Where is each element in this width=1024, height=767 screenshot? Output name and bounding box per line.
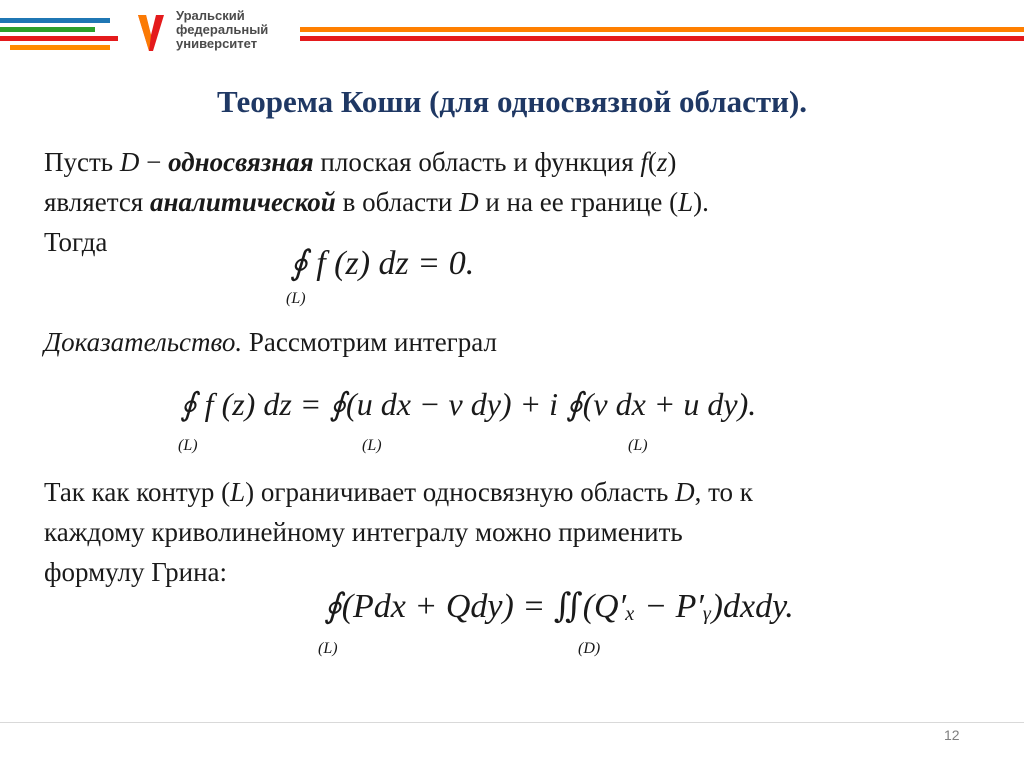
theorem-text: в области (335, 187, 460, 217)
green-line-2: каждому криволинейному интегралу можно применить (44, 517, 683, 547)
theorem-var-d: D (459, 187, 479, 217)
slide-title: Теорема Коши (для односвязной области). (216, 84, 808, 119)
theorem-line-3: Тогда (44, 227, 108, 257)
footer-divider (0, 722, 1024, 723)
theorem-var-z: z (656, 147, 668, 177)
contour-subscript: (L) (362, 437, 382, 454)
green-text: ) ограничивает односвязную область (245, 477, 676, 507)
header-stripe-orange (10, 45, 110, 50)
cauchy-formula: ∮ f (z) dz = 0. (290, 245, 475, 282)
logo-line-2: федеральный (176, 22, 269, 37)
theorem-line-2 (44, 182, 709, 222)
theorem-var-d: D (119, 147, 140, 177)
header-stripe-right-orange (300, 27, 1024, 32)
proof-text: Рассмотрим интеграл (242, 327, 497, 357)
theorem-term-simply-connected: односвязная (168, 147, 314, 177)
header-stripe-blue (0, 18, 110, 23)
theorem-text: плоская область и функция (313, 147, 641, 177)
domain-subscript: (D) (578, 640, 601, 657)
theorem-var-f: f (640, 147, 648, 177)
university-logo-icon (136, 13, 166, 53)
green-text: , то к (694, 477, 753, 507)
header-stripe-green (0, 27, 95, 32)
theorem-term-analytic: аналитической (149, 187, 336, 217)
logo-line-3: университет (176, 36, 258, 51)
logo-line-1: Уральский (176, 8, 245, 23)
theorem-text: и на ее границе ( (478, 187, 679, 217)
green-formula: ∮(Pdx + Qdy) = ∬(Q′ₓ − P′ᵧ)dxdy. (324, 588, 794, 625)
green-text: Так как контур ( (44, 477, 231, 507)
theorem-text: ). (693, 187, 709, 217)
theorem-var-l: L (678, 187, 694, 217)
green-var-l: L (230, 477, 246, 507)
green-paragraph (44, 472, 753, 592)
theorem-text: Пусть (44, 147, 120, 177)
contour-subscript: (L) (178, 437, 198, 454)
page-number: 12 (944, 727, 960, 743)
proof-label: Доказательство. (44, 327, 243, 357)
theorem-text: ) (667, 147, 677, 177)
theorem-line-1 (44, 142, 709, 182)
theorem-text: является (44, 187, 150, 217)
contour-subscript: (L) (286, 290, 306, 307)
theorem-text: ( (647, 147, 657, 177)
green-var-d: D (675, 477, 695, 507)
contour-subscript: (L) (628, 437, 648, 454)
integral-decomposition-formula: ∮ f (z) dz = ∮(u dx − v dy) + i ∮(v dx + u dy). (180, 386, 757, 422)
header-stripe-right-red (300, 36, 1024, 41)
university-logo-text (176, 9, 296, 51)
header-stripe-red (0, 36, 118, 41)
green-line-3: формулу Грина: (44, 557, 228, 587)
contour-subscript: (L) (318, 640, 338, 657)
green-line-1 (44, 472, 753, 512)
proof-paragraph (44, 322, 497, 362)
theorem-text: − (139, 147, 169, 177)
